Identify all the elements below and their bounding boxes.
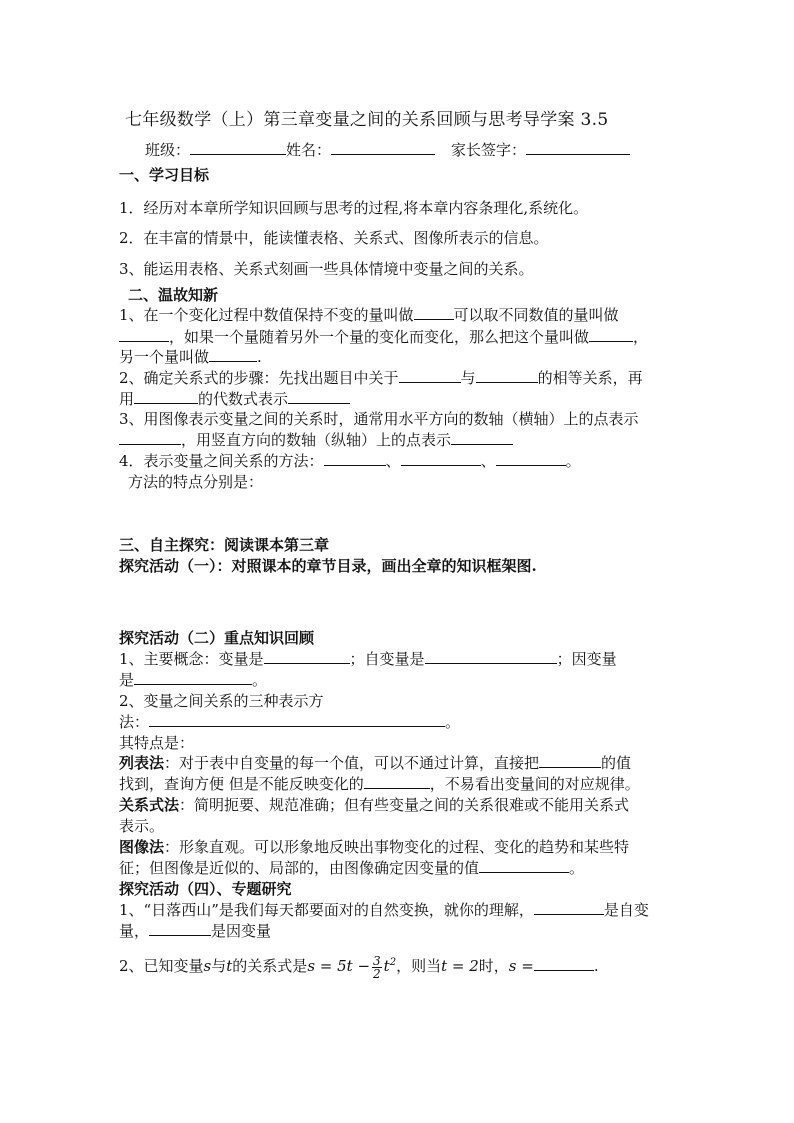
blank[interactable] <box>414 305 454 320</box>
review-q4-line1: 4．表示变量之间关系的方法： 、 、 。 <box>119 452 581 470</box>
key-q1-line1: 1、主要概念：变量是 ；自变量是 ；因变量 <box>119 650 617 668</box>
fraction: $\frac{3}{2}$ <box>373 953 381 981</box>
blank[interactable] <box>425 649 557 664</box>
blank[interactable] <box>134 670 252 685</box>
blank[interactable] <box>401 451 481 466</box>
blank[interactable] <box>496 451 566 466</box>
blank[interactable] <box>149 921 211 936</box>
goal-item-1: 1．经历对本章所学知识回顾与思考的过程,将本章内容条理化,系统化。 <box>119 199 589 217</box>
blank[interactable] <box>288 389 350 404</box>
formula-method-line1: 关系式法：简明扼要、规范准确；但有些变量之间的关系很难或不能用关系式 <box>119 796 630 814</box>
page-title: 七年级数学（上）第三章变量之间的关系回顾与思考导学案 3.5 <box>125 110 609 130</box>
review-q4-line2: 方法的特点分别是： <box>128 473 264 491</box>
student-info-row <box>145 140 630 160</box>
blank[interactable] <box>539 753 601 768</box>
review-q3-line1: 3、用图像表示变量之间的关系时，通常用水平方向的数轴（横轴）上的点表示 <box>119 410 639 428</box>
activity-1: 探究活动（一）：对照课本的章节目录，画出全章的知识框架图. <box>119 557 537 575</box>
blank[interactable] <box>209 347 257 362</box>
blank[interactable] <box>134 389 198 404</box>
blank[interactable] <box>479 858 569 873</box>
table-method-line1: 列表法：对于表中自变量的每一个值，可以不通过计算，直接把 的值 <box>119 754 632 772</box>
name-blank[interactable] <box>331 140 435 155</box>
blank[interactable] <box>264 649 350 664</box>
key-q2-line2: 法： 。 <box>119 713 461 731</box>
topic-q1-line2: 量， 是因变量 <box>119 922 272 940</box>
review-q1-line2: ，如果一个量随着另外一个量的变化而变化，那么把这个量叫做 ， <box>119 327 648 347</box>
equation: s = 5t − $\frac{3}{2}$ $t^2$ <box>307 953 397 981</box>
section-heading-review: 二、温故知新 <box>128 286 219 304</box>
class-blank[interactable] <box>190 140 286 155</box>
blank[interactable] <box>399 368 461 383</box>
goal-item-3: 3、能运用表格、关系式刻画一些具体情境中变量之间的关系。 <box>119 260 534 278</box>
activity-2: 探究活动（二）重点知识回顾 <box>119 629 315 647</box>
blank[interactable] <box>119 327 169 342</box>
name-label: 姓名： <box>286 141 332 159</box>
features-label: 其特点是： <box>119 734 195 752</box>
blank[interactable] <box>364 774 430 789</box>
blank[interactable] <box>476 368 538 383</box>
blank[interactable] <box>149 712 445 727</box>
activity-4: 探究活动（四）、专题研究 <box>119 880 292 898</box>
formula-method-line2: 表示。 <box>119 817 165 835</box>
review-q3-line2: ，用竖直方向的数轴（纵轴）上的点表示 <box>119 430 513 450</box>
topic-q2: 2、已知变量s与t的关系式是s = 5t − $\frac{3}{2}$ $t^2$，则当t = 2时，s = . <box>119 953 599 981</box>
table-method-line2: 找到，查询方便 但是不能反映变化的 ，不易看出变量间的对应规律。 <box>119 775 640 793</box>
blank[interactable] <box>324 451 386 466</box>
blank[interactable] <box>589 327 633 342</box>
section-heading-explore: 三、自主探究：阅读课本第三章 <box>119 536 330 554</box>
blank[interactable] <box>534 956 594 971</box>
blank[interactable] <box>451 430 513 445</box>
parent-signature-blank[interactable] <box>526 140 630 155</box>
graph-method-line1: 图像法：形象直观。可以形象地反映出事物变化的过程、变化的趋势和某些特 <box>119 838 630 856</box>
review-q2-line1: 2、确定关系式的步骤：先找出题目中关于 与 的相等关系，再 <box>119 369 643 387</box>
topic-q1-line1: 1、“日落西山”是我们每天都要面对的自然变换，就你的理解， 是自变 <box>119 901 649 919</box>
section-heading-goals: 一、学习目标 <box>119 166 210 184</box>
review-q2-line2: 用 的代数式表示 <box>119 389 350 409</box>
key-q1-line2: 是 。 <box>119 671 268 689</box>
goal-item-2: 2．在丰富的情景中，能读懂表格、关系式、图像所表示的信息。 <box>119 229 549 247</box>
blank[interactable] <box>119 430 181 445</box>
review-q1-line3: 另一个量叫做 . <box>119 348 262 366</box>
review-q1-line1: 1、在一个变化过程中数值保持不变的量叫做 可以取不同数值的量叫做 <box>119 306 619 324</box>
key-q2-line1: 2、变量之间关系的三种表示方 <box>119 692 324 710</box>
blank[interactable] <box>534 900 604 915</box>
class-label: 班级： <box>145 141 191 159</box>
graph-method-line2: 征；但图像是近似的、局部的，由图像确定因变量的值 。 <box>119 859 585 877</box>
parent-signature-label: 家长签字： <box>451 141 527 159</box>
